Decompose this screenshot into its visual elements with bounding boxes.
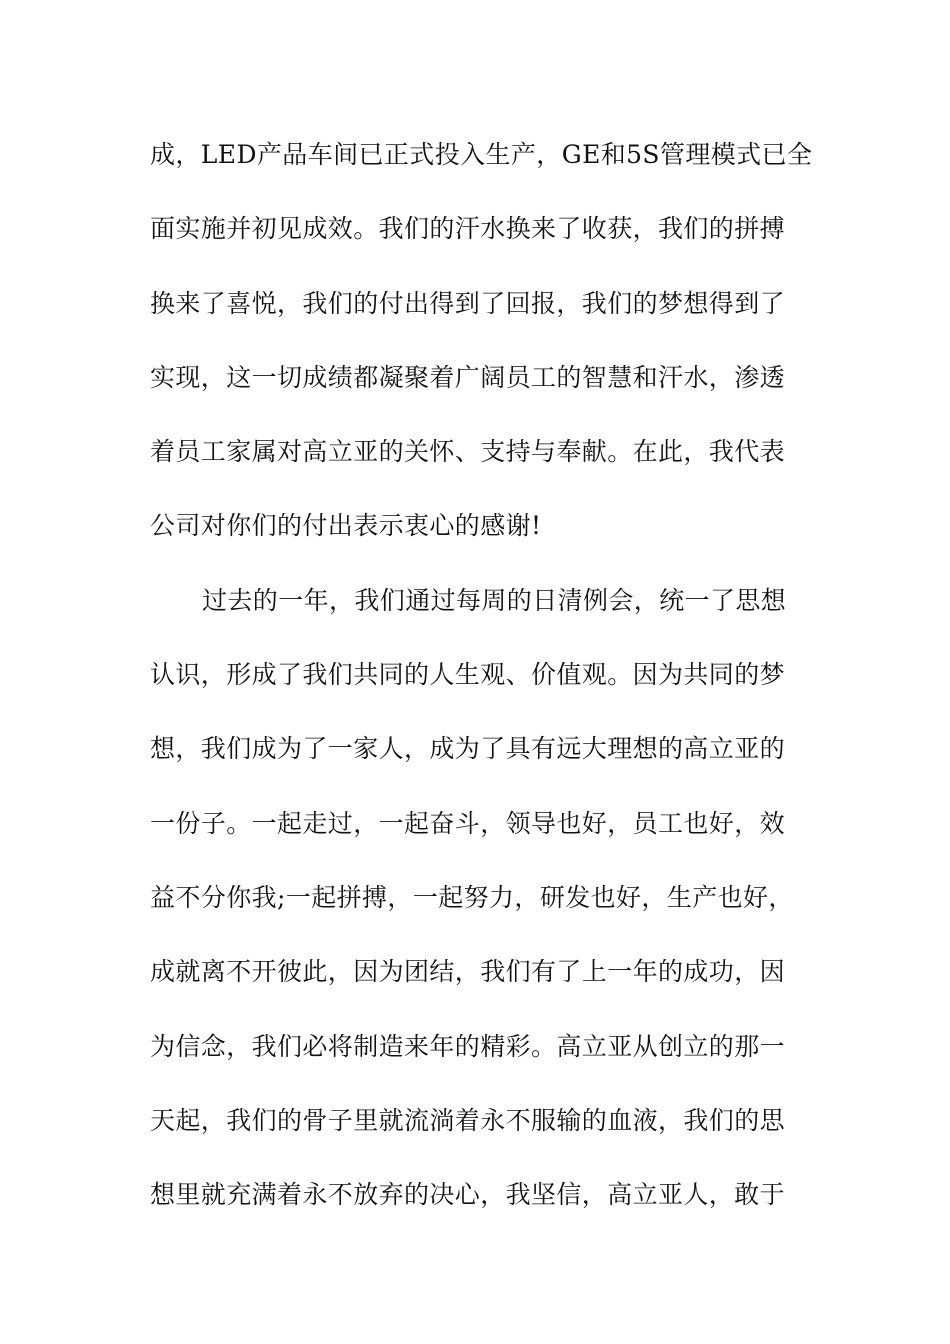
text-line: 实现，这一切成绩都凝聚着广阔员工的智慧和汗水，渗透 xyxy=(150,362,786,392)
body-text xyxy=(150,118,813,1232)
text-line: 公司对你们的付出表示衷心的感谢! xyxy=(150,511,542,541)
paragraph-first-line: 过去的一年，我们通过每周的日清例会，统一了思想 xyxy=(202,585,787,615)
text-line: 想里就充满着永不放弃的决心，我坚信，高立亚人，敢于 xyxy=(150,1180,786,1210)
text-line: 成，LED产品车间已正式投入生产，GE和5S管理模式已全 xyxy=(150,140,813,169)
text-line: 面实施并初见成效。我们的汗水换来了收获，我们的拼搏 xyxy=(150,214,786,244)
text-line: 认识，形成了我们共同的人生观、价值观。因为共同的梦 xyxy=(150,660,786,690)
text-line: 成就离不开彼此，因为团结，我们有了上一年的成功，因 xyxy=(150,957,786,987)
text-line: 换来了喜悦，我们的付出得到了回报，我们的梦想得到了 xyxy=(150,288,786,318)
text-line: 天起，我们的骨子里就流淌着永不服输的血液，我们的思 xyxy=(150,1105,786,1135)
text-line: 想，我们成为了一家人，成为了具有远大理想的高立亚的 xyxy=(150,734,786,764)
text-line: 一份子。一起走过，一起奋斗，领导也好，员工也好，效 xyxy=(150,808,786,838)
text-line: 为信念，我们必将制造来年的精彩。高立亚从创立的那一 xyxy=(150,1031,786,1061)
text-line: 着员工家属对高立亚的关怀、支持与奉献。在此，我代表 xyxy=(150,437,786,467)
text-line: 益不分你我;一起拼搏，一起努力，研发也好，生产也好， xyxy=(150,882,794,912)
